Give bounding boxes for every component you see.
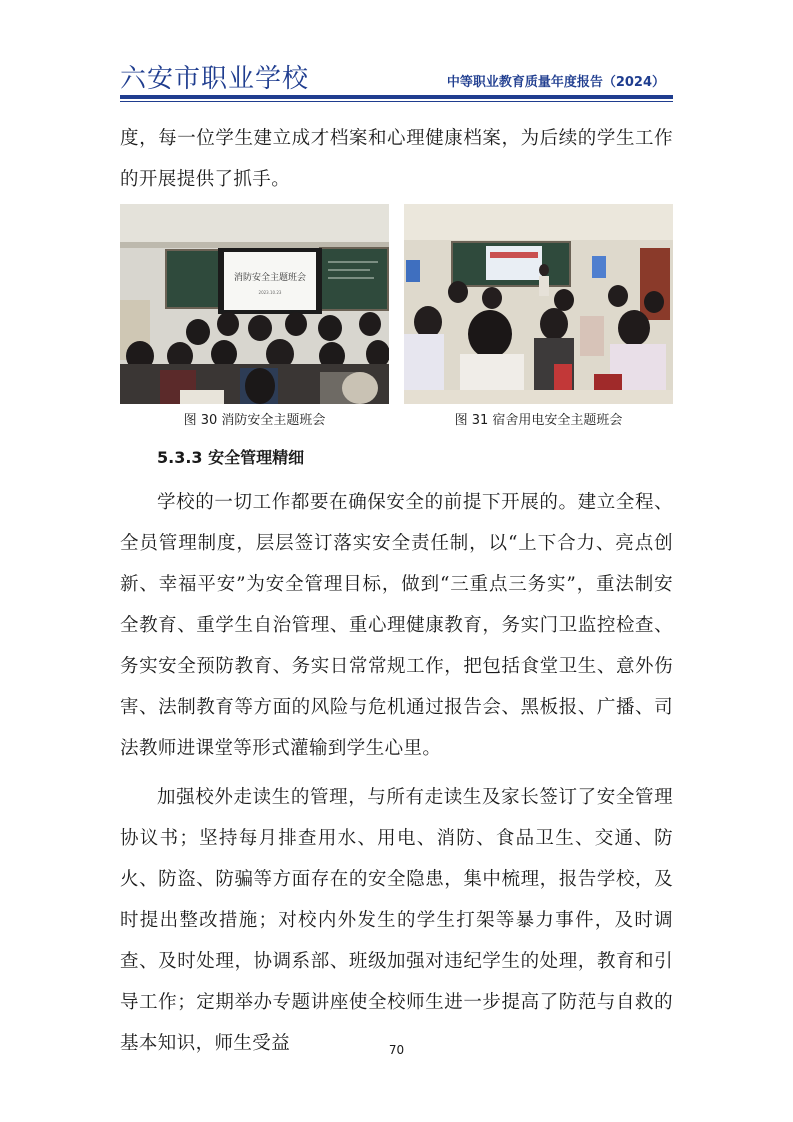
header-rule-thin [120, 101, 673, 102]
header-rule-thick [120, 95, 673, 99]
report-title: 中等职业教育质量年度报告（2024） [446, 75, 665, 90]
paragraph-continued: 度，每一位学生建立成才档案和心理健康档案，为后续的学生工作的开展提供了抓手。 [120, 128, 673, 190]
section-heading: 5.3.3 安全管理精细 [157, 448, 305, 467]
screen-date: 2023.10.23 [258, 290, 282, 295]
figure-caption-30: 图 30 消防安全主题班会 [183, 413, 326, 428]
school-name: 六安市职业学校 [120, 64, 310, 94]
figure-caption-31: 图 31 宿舍用电安全主题班会 [454, 413, 623, 428]
page-number: 70 [388, 1043, 405, 1057]
paragraph-safety-management: 学校的一切工作都要在确保安全的前提下开展的。建立全程、全员管理制度，层层签订落实安全责任制，以“上下合力、亮点创新、幸福平安”为安全管理目标，做到“三重点三务实”，重法制安全教育、重学生自治管理、重心理健康教育，务实门卫监控检查、务实安全预防教育、务实日常常规工作，把包括食堂卫生、意外伤害、法制教育等方面的风险与危机通过报告会、黑板报、广播、司法教师进课堂等形式灌输到学生心里。 [120, 492, 673, 759]
photo-dorm-electricity-meeting [404, 204, 673, 404]
paragraph-commuter-management: 加强校外走读生的管理，与所有走读生及家长签订了安全管理协议书；坚持每月排查用水、用电、消防、食品卫生、交通、防火、防盗、防骗等方面存在的安全隐患，集中梳理，报告学校，及时提出整改措施；对校内外发生的学生打架等暴力事件，及时调查、及时处理，协调系部、班级加强对违纪学生的处理，教育和引导工作；定期举办专题讲座使全校师生进一步提高了防范与自救的基本知识，师生受益 [120, 787, 673, 1054]
screen-title: 消防安全主题班会 [233, 273, 307, 283]
page-header [120, 52, 673, 98]
photo-fire-safety-meeting [120, 204, 389, 404]
